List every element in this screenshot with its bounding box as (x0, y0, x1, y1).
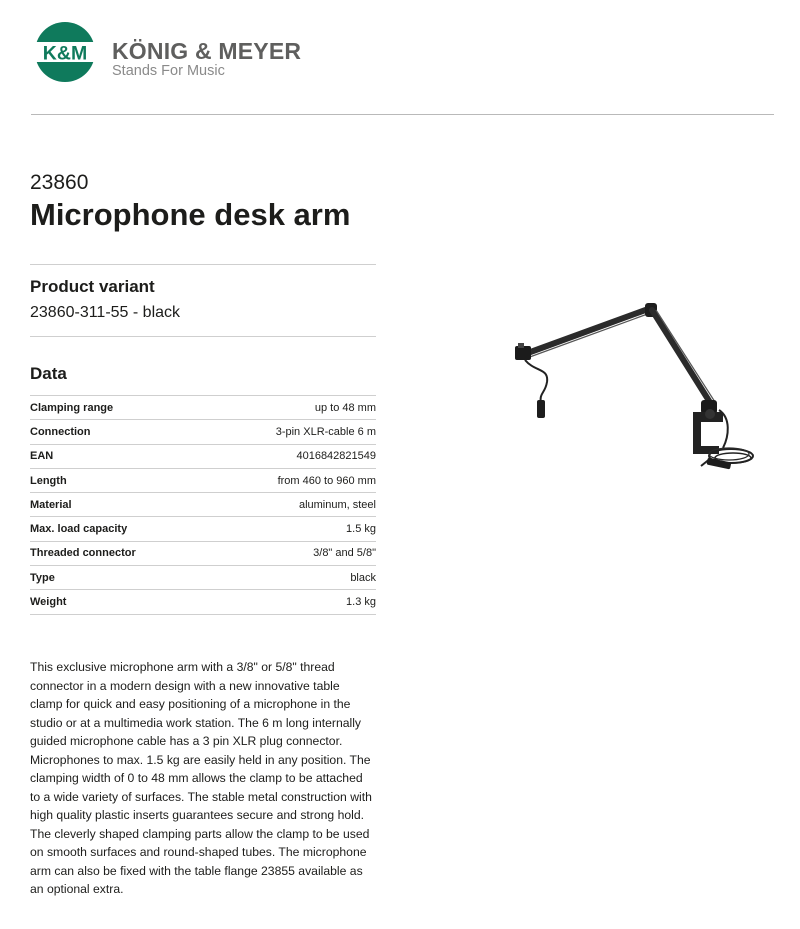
table-row (30, 420, 376, 444)
table-row (30, 444, 376, 468)
header-divider (31, 114, 774, 115)
table-row (30, 566, 376, 590)
section-divider (30, 336, 376, 337)
row-value: from 460 to 960 mm (277, 474, 376, 487)
table-row (30, 517, 376, 541)
row-value: 4016842821549 (296, 450, 376, 463)
table-row (30, 493, 376, 517)
row-value: 3-pin XLR-cable 6 m (275, 425, 376, 438)
row-label: Weight (30, 596, 67, 609)
data-heading: Data (30, 364, 67, 383)
logo-text: K&M (42, 42, 88, 65)
product-title: Microphone desk arm (30, 197, 351, 232)
article-number: 23860 (30, 171, 89, 194)
table-row (30, 590, 376, 614)
row-label: Connection (30, 425, 91, 438)
row-value: up to 48 mm (314, 401, 376, 414)
row-label: Length (30, 474, 67, 487)
variant-heading: Product variant (30, 277, 155, 296)
product-description: This exclusive microphone arm with a 3/8" or 5/8" thread connector in a modern design with a new innovative table clamp for quick and easy positioning of a microphone in the studio or at a multimedia work station. The 6 m long internally guided microphone cable has a 3 pin XLR plug connector. Microphones to max. 1.5 kg are easily held in any position. The clamping width of 0 to 48 mm allows the clamp to be attached to a wide variety of surfaces. The stable metal construction with high quality plastic inserts guarantees secure and strong hold. The cleverly shaped clamping parts allow the clamp to be used on smooth surfaces and round-shaped tubes. The microphone arm can also be fixed with the table flange 23855 available as an optional extra. (30, 660, 372, 896)
row-label: Max. load capacity (30, 523, 128, 536)
page-header (0, 0, 800, 116)
row-label: EAN (30, 450, 54, 463)
km-logo-icon[interactable] (31, 21, 99, 83)
row-value: 1.5 kg (346, 523, 376, 536)
data-table (30, 395, 376, 615)
table-row (30, 468, 376, 492)
row-value: 3/8" and 5/8" (313, 547, 376, 560)
row-label: Type (30, 571, 55, 584)
row-value: black (350, 571, 376, 584)
variant-value: 23860-311-55 - black (30, 304, 181, 321)
brand-name: KÖNIG & MEYER (112, 38, 302, 64)
row-label: Threaded connector (30, 547, 136, 560)
row-value: aluminum, steel (298, 498, 376, 511)
brand-tagline: Stands For Music (112, 63, 225, 79)
row-label: Clamping range (30, 401, 114, 414)
row-value: 1.3 kg (346, 596, 376, 609)
table-row (30, 396, 376, 420)
table-row (30, 541, 376, 565)
microphone-desk-arm-image (505, 296, 765, 486)
row-label: Material (30, 498, 72, 511)
section-divider (30, 264, 376, 265)
